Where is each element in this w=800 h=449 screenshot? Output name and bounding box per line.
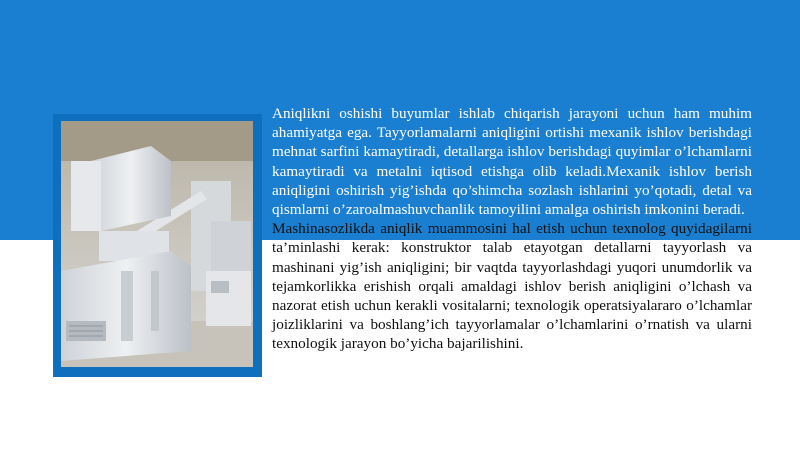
slide-text — [272, 104, 752, 354]
machinery-photo — [61, 121, 253, 367]
paragraph-2: Mashinasozlikda aniqlik muammosini hal etish uchun texnolog quyidagilarni ta’minlashi kerak: konstruktor talab etayotgan detallarni tayyorlash va mashinani yig’ish aniqligini; bir vaqtda tayyorlashdagi yuqori unumdorlik va tejamkorlikka erishish orqali amaldagi ishlov berish aniqligini o’lchash va nazorat etish uchun kerakli vositalarni; texnologik operatsiyalararo o’lchamlar joizliklarini va boshlang’ich tayyorlamalar o’lchamlarini o’rnatish va ularni texnologik jarayon bo’yicha bajarilishini. — [272, 220, 752, 353]
paragraph-1: Aniqlikni oshishi buyumlar ishlab chiqarish jarayoni uchun ham muhim ahamiyatga ega. Tayyorlamalarni aniqligini ortishi mexanik ishlov berishdagi mehnat sarfini kamaytiradi, detallarga ishlov berishdagi quyimlar o’lchamlarni kamaytiradi va metalni iqtisod etishga olib keladi.Mexanik ishlov berish aniqligini oshirish yig’ishda qo’shimcha sozlash ishlarini yo’qotadi, detal va qismlarni o’zaroalmashuvchanlik tamoyilini amalga oshirish imkonini beradi. — [272, 105, 752, 219]
machinery-illustration — [61, 121, 253, 367]
image-frame — [53, 114, 262, 377]
